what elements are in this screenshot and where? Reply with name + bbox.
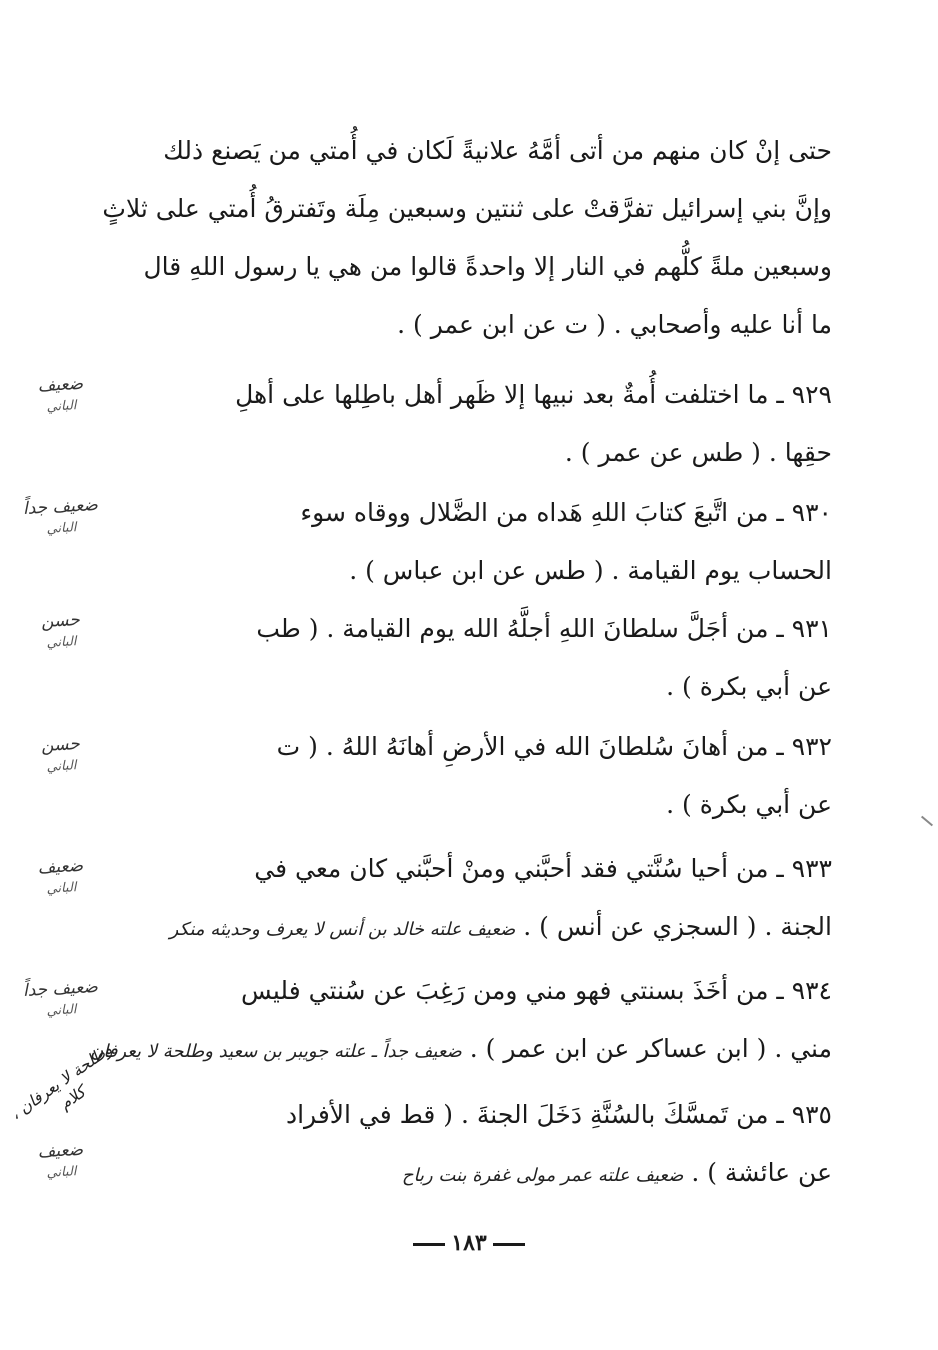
text-span: الجنة . ( السجزي عن أنس ) . (523, 912, 832, 941)
text-line: حقِها . ( طس عن عمر ) . (564, 438, 832, 467)
text-line: ٩٢٩ ـ ما اختلفت أُمةٌ بعد نبيها إلا ظَهر أهل باطِلها على أهلِ (235, 380, 832, 409)
hadith-934 (90, 962, 832, 1078)
text-line (90, 1020, 832, 1078)
stray-mark (921, 816, 933, 827)
text-line: حتى إنْ كان منهم من أتى أمَّهُ علانيةً لَكان في أُمتي من يَصنع ذلك (163, 136, 832, 165)
text-span: عن عائشة ) . (691, 1158, 832, 1187)
grade-source: الباني (46, 880, 77, 897)
handwritten-note: ضعيف علته خالد بن أنس لا يعرف وحديثه منكر (169, 919, 516, 940)
text-line: ٩٣٠ ـ من اتَّبعَ كتابَ اللهِ هَداه من الضَّلال ووقاه سوء (300, 498, 832, 527)
page-number-text: ١٨٣ (451, 1230, 487, 1256)
margin-grade-933 (1, 853, 121, 903)
text-line: ٩٣١ ـ من أجَلَّ سلطانَ اللهِ أجلَّهُ الله يوم القيامة . ( طب (256, 614, 832, 643)
hadith-933 (132, 840, 832, 956)
text-line: ٩٣٥ ـ من تَمسَّكَ بالسُنَّةِ دَخَلَ الجنةَ . ( قط في الأفراد (285, 1100, 832, 1129)
text-line (132, 898, 832, 956)
grade-source: الباني (46, 1164, 77, 1181)
text-span: مني . ( ابن عساكر عن ابن عمر ) . (469, 1034, 832, 1063)
grade-source: الباني (46, 634, 77, 651)
margin-grade-930 (1, 493, 121, 543)
page-number (0, 1230, 938, 1256)
grade-source: الباني (46, 758, 77, 775)
vertical-margin-note: وطلحة لا يعرفان ، كلام (6, 1039, 116, 1124)
margin-grade-934 (1, 975, 121, 1025)
dash-divider (493, 1243, 525, 1246)
text-line: ٩٣٣ ـ من أحيا سُنَّتي فقد أحبَّني ومنْ أحبَّني كان معي في (254, 854, 832, 883)
text-line (132, 1144, 832, 1202)
text-line: عن أبي بكرة ) . (666, 790, 832, 819)
grade-source: الباني (46, 520, 77, 537)
text-line: الحساب يوم القيامة . ( طس عن ابن عباس ) . (349, 556, 832, 585)
grade-text: ضعيف (37, 855, 84, 879)
grade-text: ضعيف جداً (22, 977, 99, 1001)
handwritten-note: ضعيف علته عمر مولى غفرة بنت رباح (401, 1165, 684, 1186)
hadith-929 (132, 366, 832, 482)
hadith-930 (132, 484, 832, 600)
grade-text: ضعيف (37, 1139, 84, 1163)
text-line: وإنَّ بني إسرائيل تفرَّقتْ على ثنتين وسبعين مِلَة وتَفترقُ أُمتي على ثلاثٍ (102, 194, 832, 223)
margin-grade-932 (1, 731, 121, 781)
grade-text: ضعيف (37, 373, 84, 397)
dash-divider (413, 1243, 445, 1246)
text-line: وسبعين ملةً كلُّهم في النار إلا واحدةً قالوا من هي يا رسول اللهِ قال (143, 252, 832, 281)
grade-source: الباني (46, 1002, 77, 1019)
grade-text: ضعيف جداً (22, 495, 99, 519)
hadith-932 (132, 718, 832, 834)
hadith-931 (132, 600, 832, 716)
text-line: ٩٣٤ ـ من أخَذَ بسنتي فهو مني ومن رَغِبَ عن سُنتي فليس (241, 976, 832, 1005)
handwritten-note: ضعيف جداً ـ علته جويبر بن سعيد وطلحة لا يعرفان (90, 1041, 462, 1062)
text-line: ما أنا عليه وأصحابي . ( ت عن ابن عمر ) . (397, 310, 832, 339)
hadith-935 (132, 1086, 832, 1202)
text-line: عن أبي بكرة ) . (666, 672, 832, 701)
margin-grade-929 (1, 371, 121, 421)
hadith-text-block (102, 122, 832, 354)
margin-grade-931 (1, 607, 121, 657)
text-line: ٩٣٢ ـ من أهانَ سُلطانَ الله في الأرضِ أهانَهُ اللهُ . ( ت (276, 732, 832, 761)
grade-text: حسن (40, 734, 81, 757)
grade-source: الباني (46, 398, 77, 415)
grade-text: حسن (40, 610, 81, 633)
